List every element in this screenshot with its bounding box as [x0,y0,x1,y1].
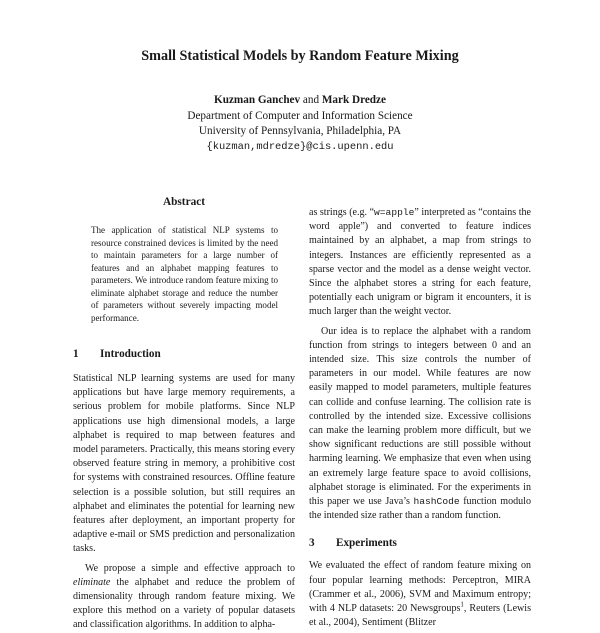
section-number: 3 [309,537,315,550]
text-run: We propose a simple and effective approach to [85,562,295,574]
code-text: hashCode [413,496,460,508]
body-paragraph [309,206,531,320]
author-conjunction: and [302,94,320,106]
section-number: 1 [73,348,79,360]
section-title: Experiments [336,537,397,550]
text-run: ” interpreted as “contains the word apple”) and converted to feature indices maintained by an alphabet, a map from strings to integers. Instances are efficiently represented as a sparse vector and the model as a dense weight vector. Since the alphabet stores a string for each feature, potentially each unigram or bigram it encounters, it is much larger than the weight vector. [309,207,531,318]
body-paragraph [73,562,295,633]
left-column [73,196,295,633]
text-run: Our idea is to replace the alphabet with a random function from strings to integers between 0 and an intended size. This size controls the number of parameters in our model. While features are now easily mapped to model parameters, multiple features can collide and confuse learning. The collision rate is controlled by the intended size. Excessive collisions can make the learning problem more difficult, but we show significant reductions are still possible without harming learning. We emphasize that even when using an extremely large feature space to avoid collisions, alphabet storage is eliminated. For the experiments in this paper we use Java’s [309,325,531,508]
author-email: {kuzman,mdredze}@cis.upenn.edu [206,140,394,153]
author-line [0,93,600,109]
paper-title: Small Statistical Models by Random Feature Mixing [141,48,459,64]
code-text: w=apple [374,207,415,218]
body-paragraph: Statistical NLP learning systems are used for many applications but have large memory requirements, a serious problem for mobile platforms. Since NLP applications use high dimensional models, a large alphabet is required to map between features and model parameters. Practically, this means storing every observed feature string in memory, a prohibitive cost for systems with constrained resources. Offline feature selection is a possible solution, but still requires an alphabet and eliminates the potential for learning new features after deployment, an important property for adaptive e-mail or SMS prediction and personalization tasks. [73,373,295,555]
footnote-marker: 1 [460,600,464,609]
affiliation-university: University of Pennsylvania, Philadelphia, PA [198,125,402,138]
body-paragraph [309,325,531,524]
section-heading [309,537,531,549]
affiliation-department: Department of Computer and Information Science [187,109,413,122]
author-name: Mark Dredze [321,94,386,106]
abstract-heading: Abstract [162,196,206,208]
right-column [309,206,531,630]
text-run: function modulo the intended size rather than a random function. [309,496,531,522]
author-name: Kuzman Ganchev [214,94,301,106]
author-block [0,93,600,155]
text-run: , Reuters (Lewis et al., 2004), Sentiment (Blitzer [309,603,531,629]
text-run: We evaluated the effect of random feature mixing on four popular learning methods: Perceptron, MIRA (Crammer et al., 2006), SVM and Maximum entropy; with 4 NLP datasets: 20 Newsgroups [309,560,531,615]
abstract-text: The application of statistical NLP systems to resource constrained devices is limited by the need to maintain parameters for a large number of features and an alphabet mapping features to parameters. We introduce random feature mixing to eliminate alphabet storage and reduce the number of parameters without severely impacting model performance. [91,225,278,323]
emphasis-text: eliminate [73,576,111,588]
body-paragraph [309,559,531,630]
section-title: Introduction [100,348,161,360]
text-run: as strings (e.g. “ [309,207,375,218]
section-heading [73,348,295,360]
text-run: the alphabet and reduce the problem of dimensionality through random feature mixing. We explore this method on a variety of popular datasets and classification algorithms. In addition to alpha- [73,576,295,631]
